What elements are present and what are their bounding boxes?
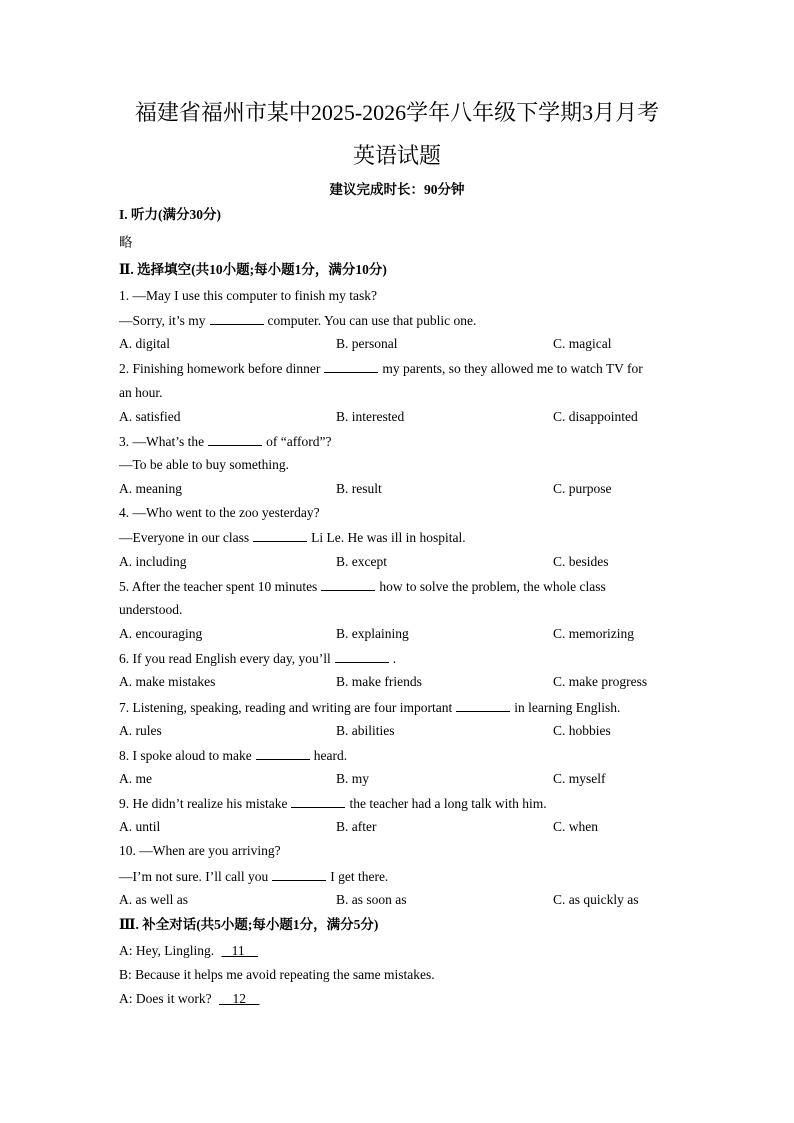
question-10-option-b: B. as soon as: [336, 892, 407, 907]
dialogue-line-2: B: Because it helps me avoid repeating the same mistakes.: [119, 967, 435, 982]
question-9-option-c: C. when: [553, 819, 598, 834]
dialogue-line-1: A: Hey, Lingling. 11: [119, 942, 262, 960]
question-1-option-c: C. magical: [553, 336, 612, 351]
dialogue-line-3: A: Does it work? 12: [119, 990, 263, 1008]
question-4-option-c: C. besides: [553, 554, 609, 569]
question-5-option-c: C. memorizing: [553, 626, 634, 641]
answer-blank: [335, 649, 389, 663]
exam-title-line1: 福建省福州市某中2025-2026学年八年级下学期3月月考: [134, 100, 660, 125]
question-2-stem: 2. Finishing homework before dinner my parents, so they allowed me to watch TV for: [119, 361, 643, 376]
section-1-note: 略: [119, 235, 133, 250]
question-2-option-a: A. satisfied: [119, 409, 181, 424]
question-1-option-a: A. digital: [119, 336, 170, 351]
question-6-option-b: B. make friends: [336, 674, 422, 689]
section-3-heading: Ⅲ. 补全对话(共5小题;每小题1分，满分5分): [119, 917, 379, 932]
question-7-stem: 7. Listening, speaking, reading and writing are four important in learning English.: [119, 700, 621, 715]
question-8-option-a: A. me: [119, 771, 152, 786]
question-10-option-c: C. as quickly as: [553, 892, 639, 907]
question-3-option-b: B. result: [336, 481, 382, 496]
answer-blank: [210, 311, 264, 325]
question-2-option-b: B. interested: [336, 409, 405, 424]
question-4-response: —Everyone in our class Li Le. He was ill in hospital.: [119, 530, 466, 545]
question-4-stem: 4. —Who went to the zoo yesterday?: [119, 505, 320, 520]
question-3-stem: 3. —What’s the of “afford”?: [119, 434, 332, 449]
question-7-option-c: C. hobbies: [553, 723, 611, 738]
question-8-option-b: B. my: [336, 771, 370, 786]
question-3-option-a: A. meaning: [119, 481, 182, 496]
answer-blank: [272, 867, 326, 881]
question-6-option-c: C. make progress: [553, 674, 648, 689]
dialogue-blank-11: 11: [231, 943, 245, 958]
question-1-option-b: B. personal: [336, 336, 398, 351]
question-2-option-c: C. disappointed: [553, 409, 638, 424]
question-6-option-a: A. make mistakes: [119, 674, 216, 689]
question-10-stem: 10. —When are you arriving?: [119, 843, 281, 858]
suggested-time: 建议完成时长：90分钟: [329, 182, 465, 197]
question-5-option-b: B. explaining: [336, 626, 409, 641]
question-2-stem-cont: an hour.: [119, 385, 163, 400]
answer-blank: [324, 359, 378, 373]
question-9-option-a: A. until: [119, 819, 161, 834]
answer-blank: [253, 528, 307, 542]
question-3-option-c: C. purpose: [553, 481, 612, 496]
question-4-option-a: A. including: [119, 554, 187, 569]
answer-blank: [256, 746, 310, 760]
question-7-option-b: B. abilities: [336, 723, 395, 738]
question-9-stem: 9. He didn’t realize his mistake the teacher had a long talk with him.: [119, 796, 547, 811]
question-4-option-b: B. except: [336, 554, 387, 569]
question-5-stem-cont: understood.: [119, 602, 183, 617]
question-6-stem: 6. If you read English every day, you’ll .: [119, 651, 397, 666]
exam-title-line2: 英语试题: [352, 143, 441, 168]
section-1-heading: I. 听力(满分30分): [119, 207, 221, 222]
answer-blank: [291, 794, 345, 808]
question-10-option-a: A. as well as: [119, 892, 188, 907]
question-8-stem: 8. I spoke aloud to make heard.: [119, 748, 348, 763]
answer-blank: [321, 577, 375, 591]
dialogue-blank-12: 12: [232, 991, 246, 1006]
answer-blank: [208, 432, 262, 446]
question-10-response: —I’m not sure. I’ll call you I get there.: [119, 869, 389, 884]
section-2-heading: Ⅱ. 选择填空(共10小题;每小题1分，满分10分): [119, 262, 387, 277]
question-7-option-a: A. rules: [119, 723, 162, 738]
question-3-response: —To be able to buy something.: [119, 457, 290, 472]
answer-blank: [456, 698, 510, 712]
question-8-option-c: C. myself: [553, 771, 606, 786]
question-1-stem: 1. —May I use this computer to finish my task?: [119, 288, 377, 303]
question-5-stem: 5. After the teacher spent 10 minutes how to solve the problem, the whole class: [119, 579, 606, 594]
question-1-response: —Sorry, it’s my computer. You can use that public one.: [119, 313, 477, 328]
question-9-option-b: B. after: [336, 819, 377, 834]
question-5-option-a: A. encouraging: [119, 626, 203, 641]
